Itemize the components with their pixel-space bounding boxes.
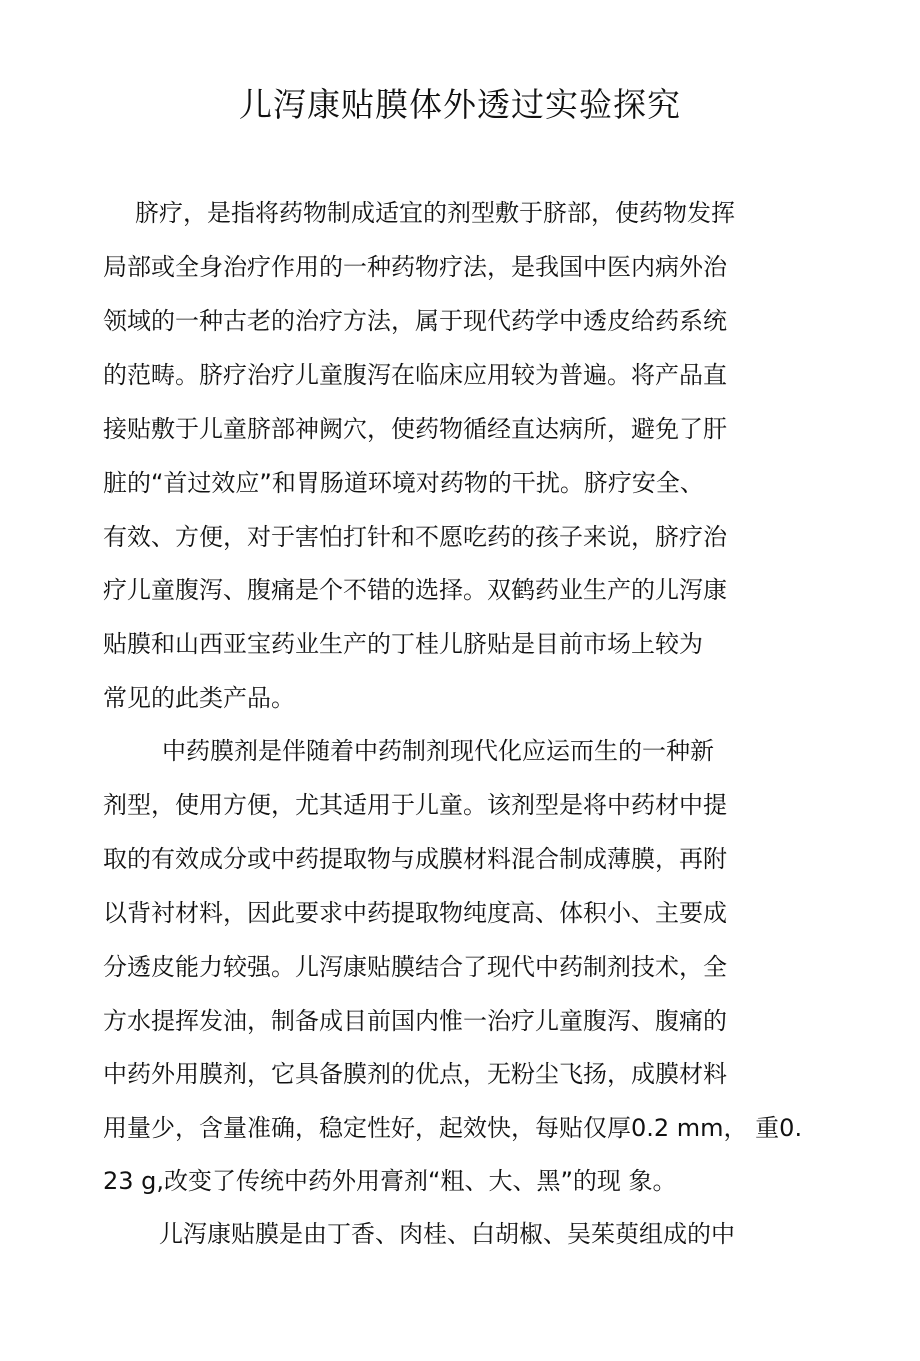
paragraph-1-line-3: 领域的一种古老的治疗方法，属于现代药学中透皮给药系统 [103,307,727,335]
paragraph-2-line-5: 分透皮能力较强。儿泻康贴膜结合了现代中药制剂技术，全 [103,953,727,981]
paragraph-2-line-8: 用量少，含量准确，稳定性好，起效快，每贴仅厚0.2 mm， 重0. [103,1114,803,1142]
paragraph-1-line-8: 疗儿童腹泻、腹痛是个不错的选择。双鹤药业生产的儿泻康 [103,576,727,604]
paragraph-1-line-7: 有效、方便，对于害怕打针和不愿吃药的孩子来说，脐疗治 [103,523,727,551]
paragraph-2-line-6: 方水提挥发油，制备成目前国内惟一治疗儿童腹泻、腹痛的 [103,1007,727,1035]
paragraph-2-line-1: 中药膜剂是伴随着中药制剂现代化应运而生的一种新 [162,737,714,765]
paragraph-2-line-7: 中药外用膜剂，它具备膜剂的优点，无粉尘飞扬，成膜材料 [103,1060,727,1088]
document-title: 儿泻康贴膜体外透过实验探究 [239,85,681,124]
paragraph-1-line-5: 接贴敷于儿童脐部神阙穴，使药物循经直达病所，避免了肝 [103,415,727,443]
paragraph-1-line-9: 贴膜和山西亚宝药业生产的丁桂儿脐贴是目前市场上较为 [103,630,703,658]
paragraph-1-line-2: 局部或全身治疗作用的一种药物疗法，是我国中医内病外治 [103,253,727,281]
paragraph-1-line-4: 的范畴。脐疗治疗儿童腹泻在临床应用较为普遍。将产品直 [103,361,727,389]
paragraph-2-line-2: 剂型，使用方便，尤其适用于儿童。该剂型是将中药材中提 [103,791,727,819]
paragraph-1-line-10: 常见的此类产品。 [103,684,295,712]
paragraph-3-line-1: 儿泻康贴膜是由丁香、肉桂、白胡椒、吴茱萸组成的中 [159,1220,735,1248]
paragraph-2-line-4: 以背衬材料，因此要求中药提取物纯度高、体积小、主要成 [103,899,727,927]
paragraph-1-line-6: 脏的“首过效应”和胃肠道环境对药物的干扰。脐疗安全、 [103,469,704,497]
paragraph-2-line-9: 23 g,改变了传统中药外用膏剂“粗、大、黑”的现 象。 [103,1167,677,1195]
paragraph-1-line-1: 脐疗，是指将药物制成适宜的剂型敷于脐部，使药物发挥 [135,199,735,227]
paragraph-2-line-3: 取的有效成分或中药提取物与成膜材料混合制成薄膜，再附 [103,845,727,873]
